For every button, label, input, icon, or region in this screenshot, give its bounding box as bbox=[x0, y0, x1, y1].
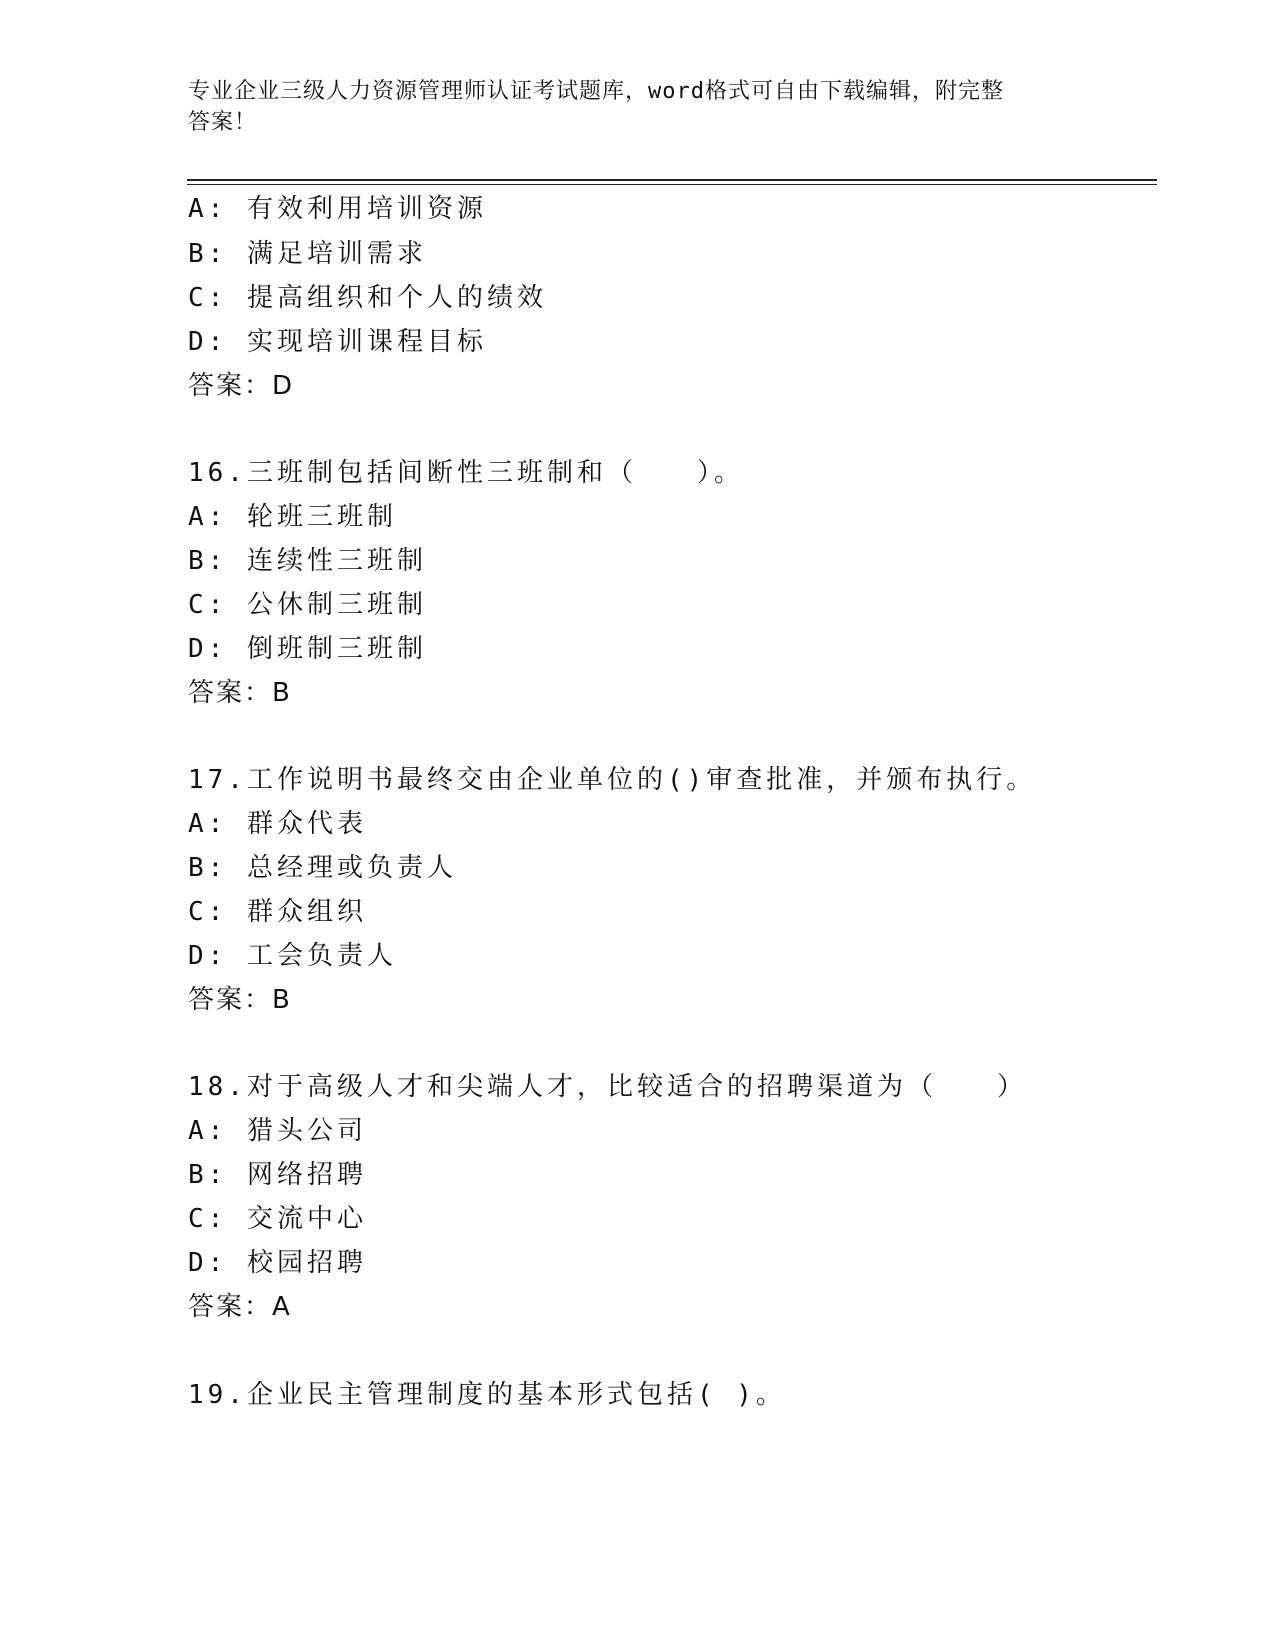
q18-option-a: A: 猎头公司 bbox=[188, 1116, 367, 1146]
q18-question: 18.对于高级人才和尖端人才，比较适合的招聘渠道为（ ） bbox=[188, 1072, 1027, 1102]
q17-option-c: C: 群众组织 bbox=[188, 897, 367, 927]
q17-answer: 答案：B bbox=[188, 985, 292, 1015]
q18-option-c: C: 交流中心 bbox=[188, 1204, 367, 1234]
header-divider-thick bbox=[187, 179, 1157, 181]
q16-option-c: C: 公休制三班制 bbox=[188, 590, 427, 620]
q18-answer: 答案：A bbox=[188, 1292, 292, 1322]
q15-option-a: A: 有效利用培训资源 bbox=[188, 194, 487, 224]
q15-answer: 答案：D bbox=[188, 371, 295, 401]
header-divider-thin bbox=[187, 184, 1157, 185]
header-line-1: 专业企业三级人力资源管理师认证考试题库，word格式可自由下载编辑，附完整 bbox=[188, 79, 1004, 104]
q17-option-d: D: 工会负责人 bbox=[188, 941, 397, 971]
q16-question: 16.三班制包括间断性三班制和（ ）。 bbox=[188, 458, 744, 488]
q15-option-c: C: 提高组织和个人的绩效 bbox=[188, 283, 547, 313]
q18-option-b: B: 网络招聘 bbox=[188, 1160, 367, 1190]
q16-option-b: B: 连续性三班制 bbox=[188, 546, 427, 576]
q17-question: 17.工作说明书最终交由企业单位的()审查批准，并颁布执行。 bbox=[188, 765, 1037, 795]
q15-option-d: D: 实现培训课程目标 bbox=[188, 327, 487, 357]
q19-question: 19.企业民主管理制度的基本形式包括( )。 bbox=[188, 1380, 786, 1410]
q17-option-a: A: 群众代表 bbox=[188, 809, 367, 839]
header-line-2: 答案！ bbox=[188, 110, 258, 135]
q16-option-d: D: 倒班制三班制 bbox=[188, 634, 427, 664]
q16-answer: 答案：B bbox=[188, 678, 292, 708]
q17-option-b: B: 总经理或负责人 bbox=[188, 853, 457, 883]
q15-option-b: B: 满足培训需求 bbox=[188, 239, 427, 269]
q16-option-a: A: 轮班三班制 bbox=[188, 502, 397, 532]
document-header bbox=[188, 76, 1068, 138]
q18-option-d: D: 校园招聘 bbox=[188, 1248, 367, 1278]
